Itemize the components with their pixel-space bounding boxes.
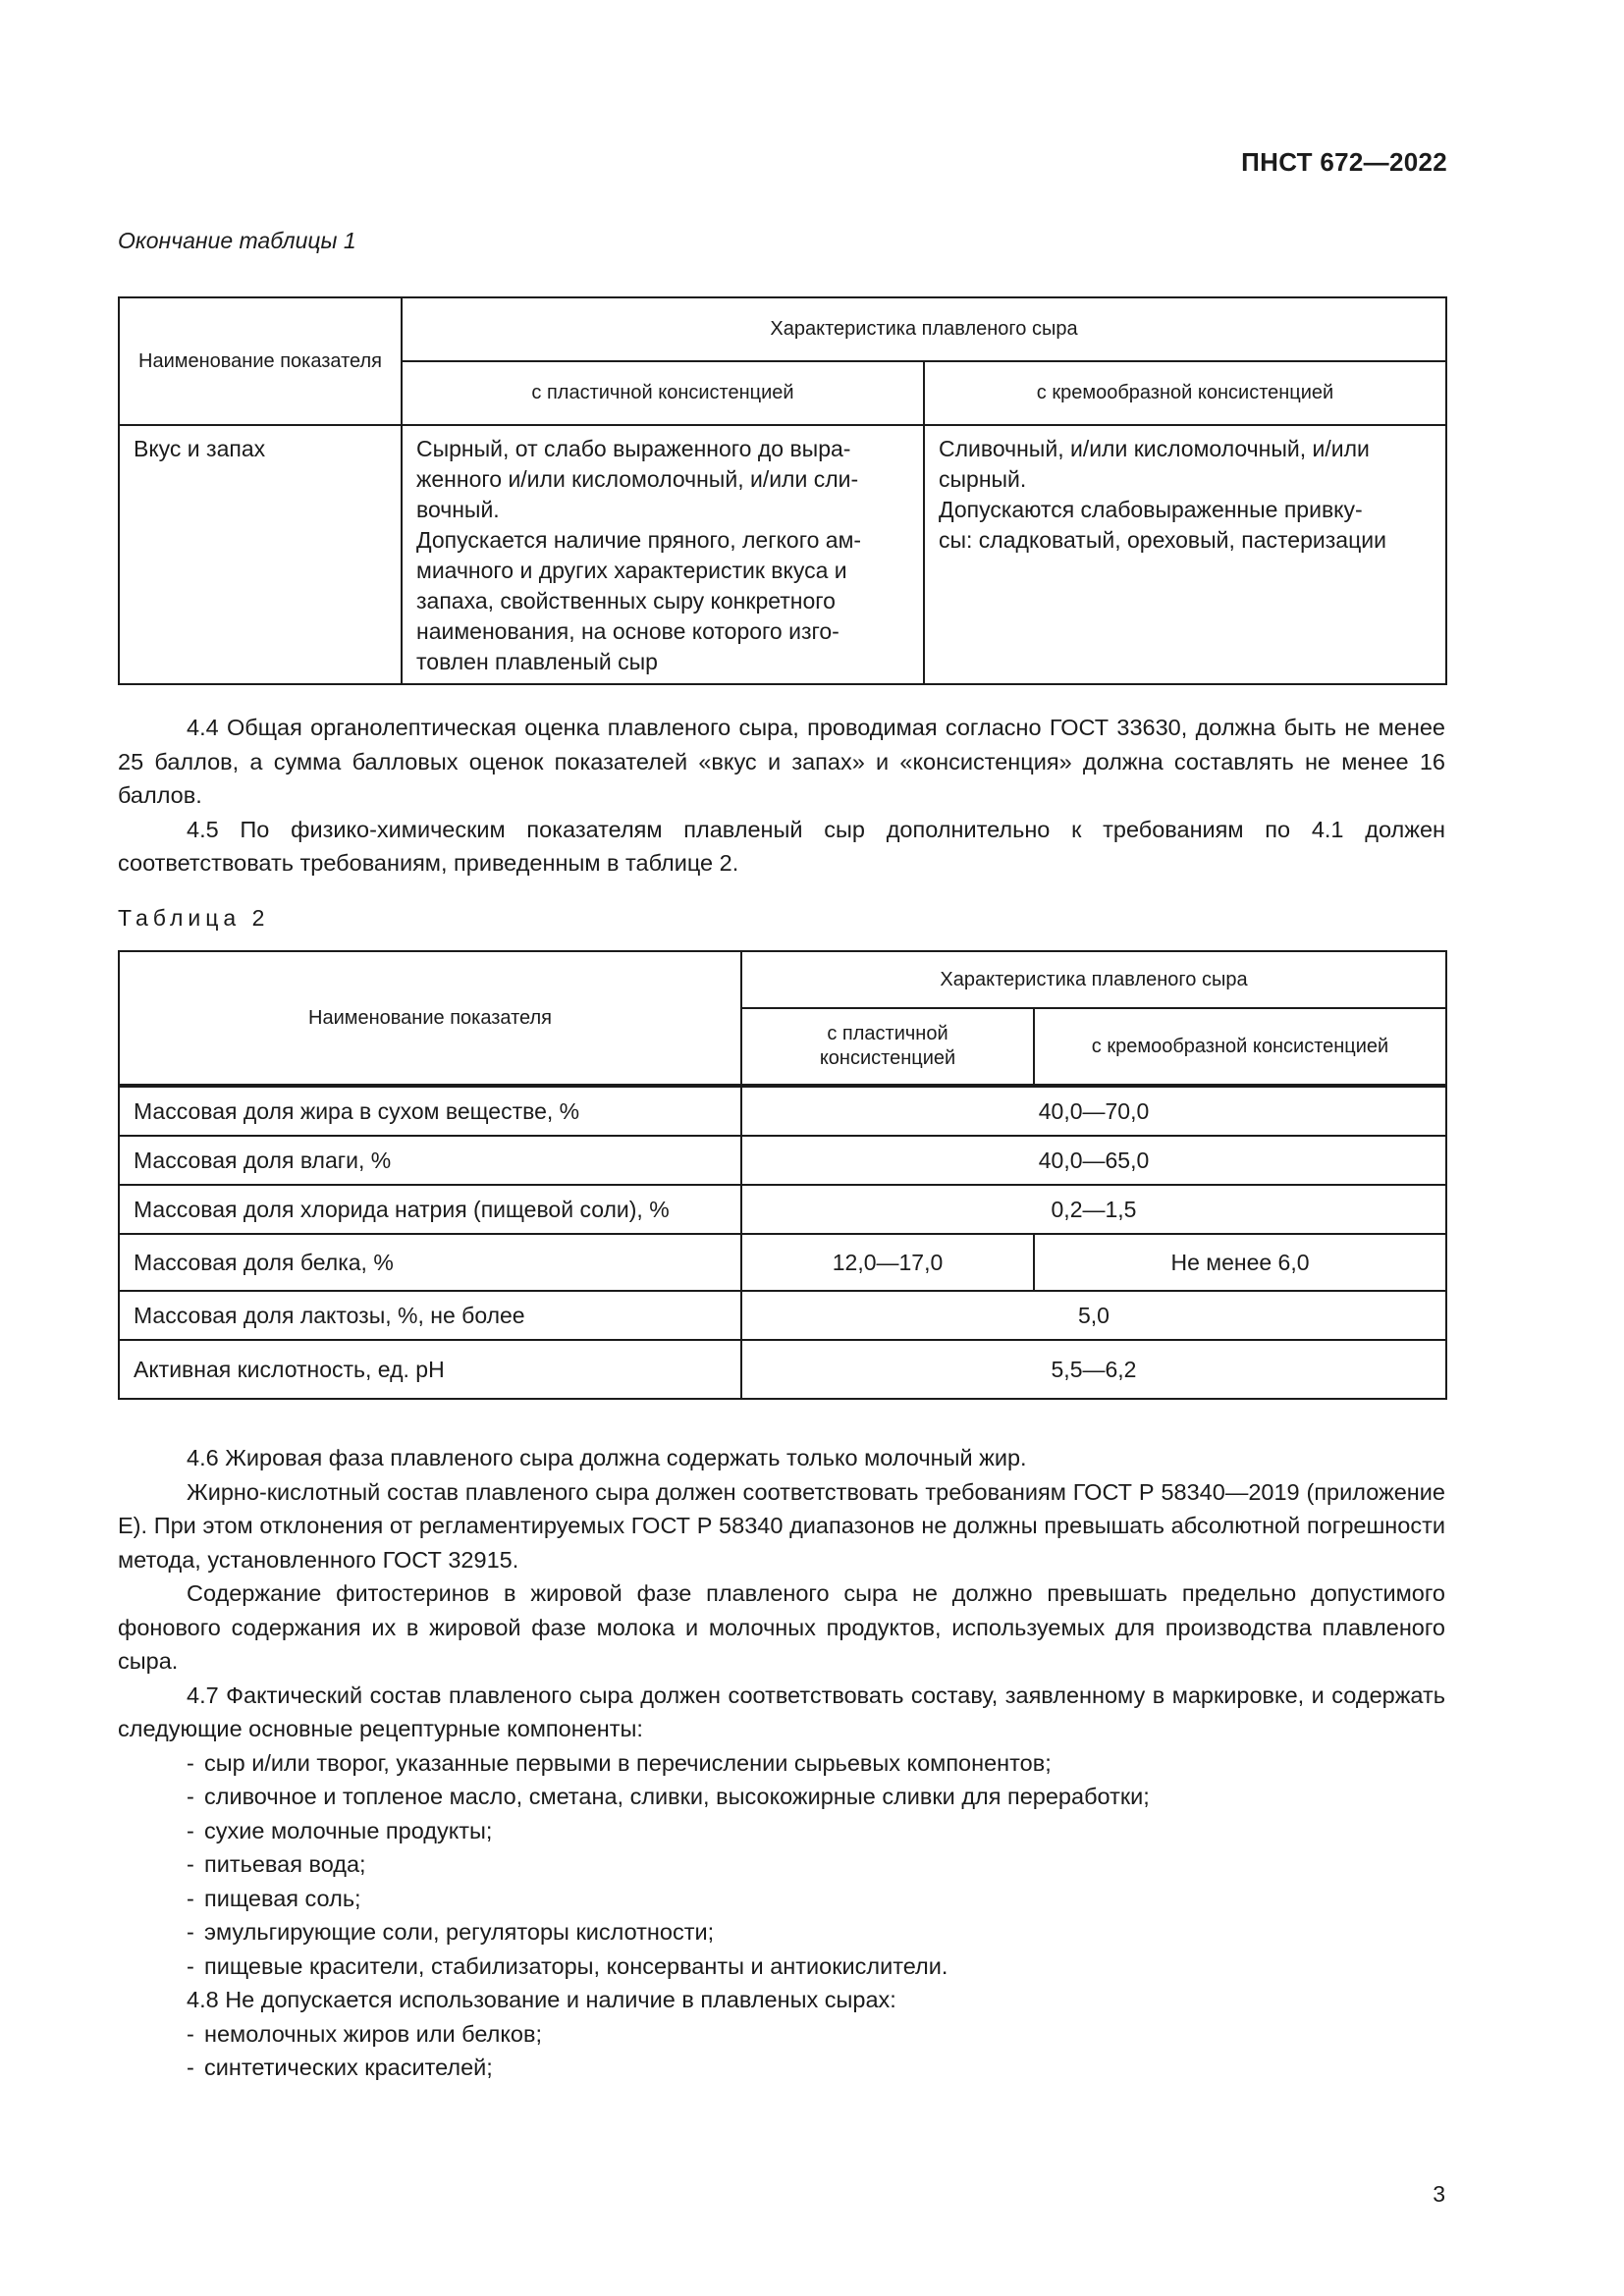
list-item: [118, 1780, 1445, 1814]
t1-line: запаха, свойственных сыру конкретного: [416, 588, 836, 614]
list-item: [118, 1814, 1445, 1848]
t2-row-name: Массовая доля жира в сухом веществе, %: [119, 1086, 741, 1136]
table-row: [119, 1234, 1446, 1291]
t2-row-name: Массовая доля белка, %: [119, 1234, 741, 1291]
t1-line: сы: сладковатый, ореховый, пастеризации: [939, 527, 1386, 553]
t2-row-value: 40,0—70,0: [741, 1086, 1446, 1136]
t2-sub-header-creamy: с кремообразной консистенцией: [1034, 1008, 1446, 1086]
t2-row-value-creamy: Не менее 6,0: [1034, 1234, 1446, 1291]
paragraph-4-6: 4.6 Жировая фаза плавленого сыра должна содержать только молочный жир.: [187, 1445, 1027, 1470]
paragraph-4-4: 4.4 Общая органолептическая оценка плавленого сыра, проводимая согласно ГОСТ 33630, должна быть не менее 25 баллов, а сумма балловых оценок показателей «вкус и запах» и «консистенция» должна составлять не менее 16 баллов.: [118, 715, 1445, 808]
list-item: [118, 2017, 1445, 2052]
page-number: 3: [1433, 2181, 1445, 2207]
t2-row-name: Активная кислотность, ед. pH: [119, 1340, 741, 1399]
t1-col-name-header: [119, 297, 402, 425]
t1-cell-plastic: [402, 425, 924, 684]
list-item-text: питьевая вода;: [204, 1851, 366, 1877]
body-section: [118, 1441, 1445, 2085]
list-item-text: сливочное и топленое масло, сметана, сливки, высокожирные сливки для переработки;: [204, 1784, 1150, 1809]
list-4-8: [118, 2017, 1445, 2085]
paragraph-4-5: 4.5 По физико-химическим показателям плавленый сыр дополнительно к требованиям по 4.1 должен соответствовать требованиям, приведенным в таблице 2.: [118, 816, 1445, 876]
t2-row-value-plastic: 12,0—17,0: [741, 1234, 1034, 1291]
list-item: [118, 1746, 1445, 1781]
t2-col-name-header: Наименование показателя: [119, 951, 741, 1086]
list-item-text: эмульгирующие соли, регуляторы кислотности;: [204, 1919, 715, 1945]
table1-continuation-title: Окончание таблицы 1: [118, 228, 356, 253]
t1-line: миачного и других характеристик вкуса и: [416, 558, 847, 583]
t1-line: Допускаются слабовыраженные привку-: [939, 497, 1363, 522]
table-row: [119, 1136, 1446, 1185]
list-item-text: немолочных жиров или белков;: [204, 2020, 542, 2047]
t2-row-name: Массовая доля лактозы, %, не более: [119, 1291, 741, 1340]
table2-label: Таблица 2: [118, 905, 270, 931]
list-4-7: [118, 1746, 1445, 1984]
table-2: [118, 950, 1447, 1400]
t1-line: Сливочный, и/или кисломолочный, и/или: [939, 436, 1370, 461]
list-item: [118, 2051, 1445, 2085]
list-item-text: сухие молочные продукты;: [204, 1817, 493, 1843]
t1-line: товлен плавленый сыр: [416, 649, 658, 674]
paragraph-4-8: 4.8 Не допускается использование и наличие в плавленых сырах:: [187, 1987, 896, 2012]
t1-sub-header-creamy: с кремообразной консистенцией: [924, 361, 1446, 425]
t1-line: Сырный, от слабо выраженного до выра-: [416, 436, 851, 461]
t2-group-header: Характеристика плавленого сыра: [741, 951, 1446, 1008]
list-item: [118, 1915, 1445, 1949]
t1-line: женного и/или кисломолочный, и/или сли-: [416, 466, 859, 492]
t1-cell-creamy: [924, 425, 1446, 684]
t2-row-value: 0,2—1,5: [741, 1185, 1446, 1234]
t2-row-name: Массовая доля хлорида натрия (пищевой соли), %: [119, 1185, 741, 1234]
list-item: [118, 1949, 1445, 1984]
table-row: [119, 1340, 1446, 1399]
list-item-text: синтетических красителей;: [204, 2055, 493, 2080]
paragraphs-top: [118, 711, 1445, 881]
t1-line: вочный.: [416, 497, 500, 522]
list-item-text: пищевые красители, стабилизаторы, консерванты и антиокислители.: [204, 1952, 948, 1979]
t1-row-name: Вкус и запах: [119, 425, 402, 684]
list-item-text: пищевая соль;: [204, 1885, 361, 1911]
t2-row-name: Массовая доля влаги, %: [119, 1136, 741, 1185]
t2-row-value: 5,0: [741, 1291, 1446, 1340]
paragraph-4-7: 4.7 Фактический состав плавленого сыра должен соответствовать составу, заявленному в маркировке, и содержать следующие основные рецептурные компоненты:: [118, 1682, 1445, 1741]
paragraph-phytosterols: Содержание фитостеринов в жировой фазе плавленого сыра не должно превышать предельно допустимого фонового содержания их в жировой фазе молока и молочных продуктов, используемых для производства плавленого сыра.: [118, 1580, 1445, 1674]
table-row: [119, 1185, 1446, 1234]
t2-row-value: 5,5—6,2: [741, 1340, 1446, 1399]
table-row: [119, 1086, 1446, 1136]
paragraph-fatty-acid: Жирно-кислотный состав плавленого сыра должен соответствовать требованиям ГОСТ Р 58340—2019 (приложение Е). При этом отклонения от регламентируемых ГОСТ Р 58340 диапазонов не должны превышать абсолютной погрешности метода, установленного ГОСТ 32915.: [118, 1478, 1445, 1573]
standard-code: ПНСТ 672—2022: [1241, 147, 1447, 177]
t2-sub-header-plastic-text: с пластичной консистенцией: [819, 1023, 956, 1069]
list-item: [118, 1882, 1445, 1916]
t2-sub-header-plastic: [741, 1008, 1034, 1086]
t1-line: сырный.: [939, 466, 1027, 492]
table-row: [119, 1291, 1446, 1340]
list-item: [118, 1847, 1445, 1882]
t1-group-header: Характеристика плавленого сыра: [402, 297, 1446, 361]
t1-col-name-header-text: Наименование показателя: [138, 350, 382, 372]
t1-sub-header-plastic: с пластичной консистенцией: [402, 361, 924, 425]
t1-line: Допускается наличие пряного, легкого ам-: [416, 527, 862, 553]
table-1: [118, 296, 1447, 685]
t2-row-value: 40,0—65,0: [741, 1136, 1446, 1185]
list-item-text: сыр и/или творог, указанные первыми в перечислении сырьевых компонентов;: [204, 1749, 1052, 1776]
t1-line: наименования, на основе которого изго-: [416, 618, 839, 644]
